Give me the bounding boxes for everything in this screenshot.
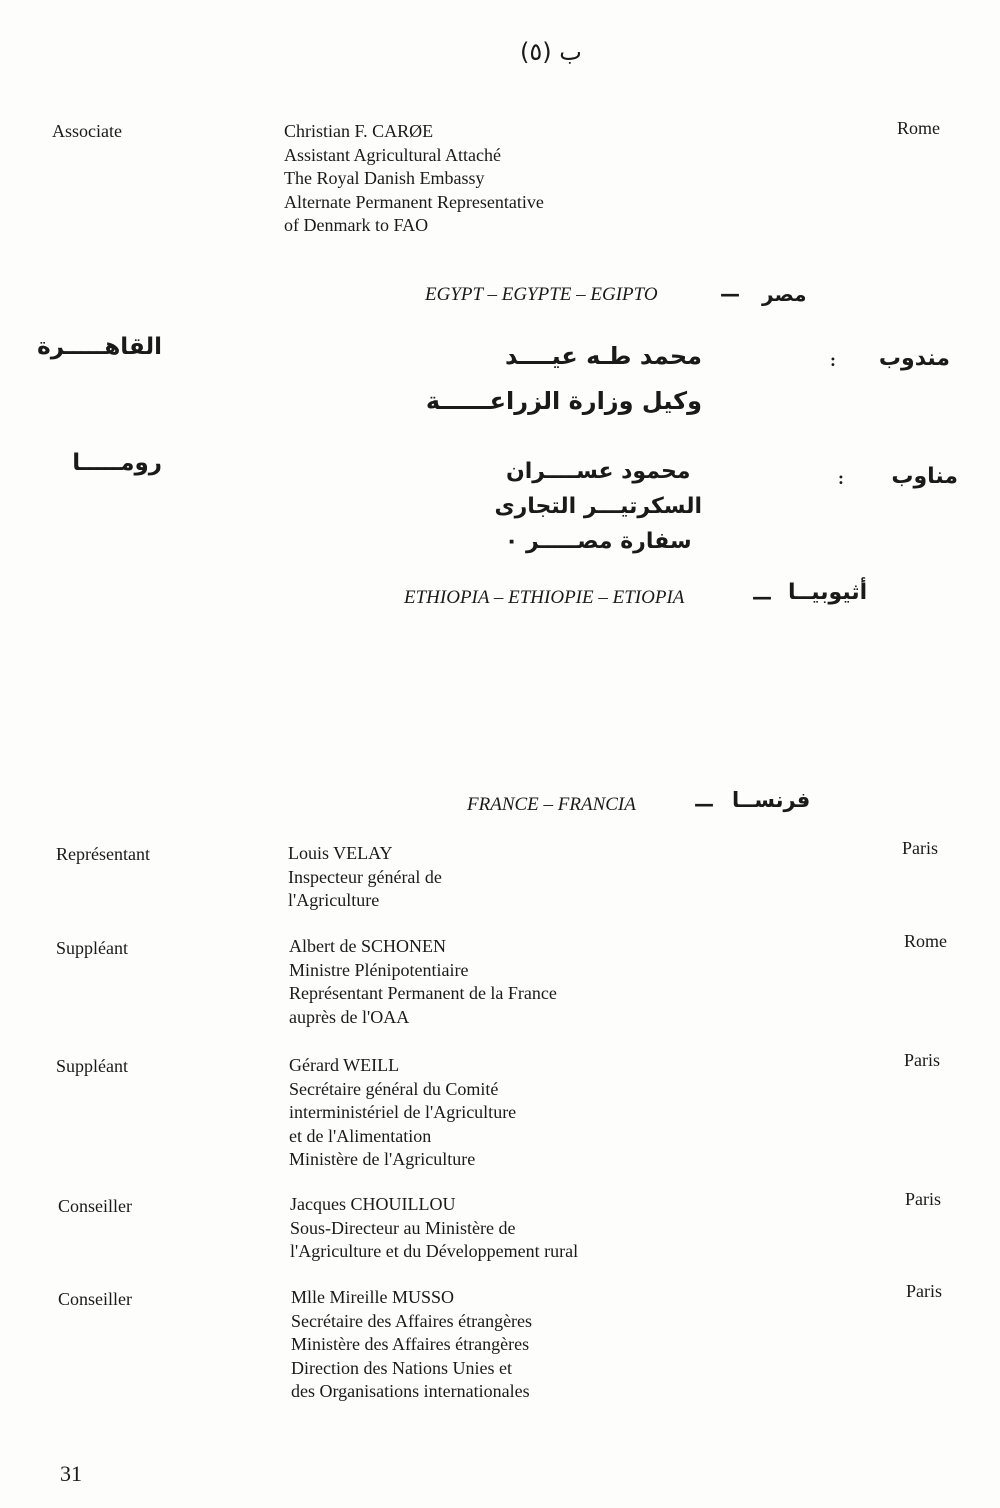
delegate-line: Inspecteur général de bbox=[288, 866, 442, 887]
country-heading-france: FRANCE – FRANCIA bbox=[467, 794, 636, 815]
delegate-details bbox=[284, 120, 544, 238]
city: Paris bbox=[906, 1281, 942, 1301]
heading-dash: — bbox=[694, 792, 714, 816]
delegate-details bbox=[290, 1193, 578, 1264]
delegate-details-arabic bbox=[426, 334, 702, 424]
role-label: Conseiller bbox=[58, 1196, 132, 1216]
city: Paris bbox=[902, 838, 938, 858]
heading-dash: — bbox=[720, 282, 740, 306]
delegate-line: of Denmark to FAO bbox=[284, 215, 429, 235]
delegate-name: Gérard WEILL bbox=[289, 1055, 400, 1075]
role-label: Suppléant bbox=[56, 938, 128, 958]
delegate-line: Sous-Directeur au Ministère de bbox=[290, 1217, 516, 1238]
country-arabic-name: فرنســا bbox=[732, 788, 811, 812]
city: Rome bbox=[897, 118, 940, 138]
delegate-line: Alternate Permanent Representative bbox=[284, 191, 544, 212]
delegate-line: Représentant Permanent de la France bbox=[289, 983, 557, 1003]
delegate-name: محمود عســــران bbox=[505, 459, 691, 484]
delegate-line: Secrétaire général du Comité bbox=[289, 1078, 499, 1099]
delegate-line: interministériel de l'Agriculture bbox=[289, 1102, 517, 1122]
delegate-details-arabic bbox=[494, 454, 702, 559]
delegate-name: Christian F. CARØE bbox=[284, 121, 434, 141]
delegate-details bbox=[291, 1286, 532, 1404]
delegate-line: Secrétaire des Affaires étrangères bbox=[291, 1310, 533, 1331]
colon: : bbox=[830, 350, 836, 370]
role-label: Représentant bbox=[56, 844, 150, 864]
role-label-arabic: مندوب bbox=[878, 346, 950, 371]
heading-dash: — bbox=[752, 585, 772, 609]
country-heading-ethiopia: ETHIOPIA – ETHIOPIE – ETIOPIA bbox=[404, 587, 685, 608]
delegate-details bbox=[289, 1054, 516, 1172]
page-header: ب (٥) bbox=[520, 38, 582, 66]
country-heading-egypt: EGYPT – EGYPTE – EGIPTO bbox=[425, 284, 658, 305]
delegate-line: Ministère de l'Agriculture bbox=[289, 1149, 476, 1169]
delegate-name: Jacques CHOUILLOU bbox=[290, 1194, 456, 1214]
city: Paris bbox=[904, 1050, 940, 1070]
delegate-name: Albert de SCHONEN bbox=[289, 936, 446, 956]
delegate-line: وكيل وزارة الزراعــــــة bbox=[425, 387, 702, 415]
city: Rome bbox=[904, 931, 947, 951]
delegate-details bbox=[288, 842, 442, 913]
delegate-name: Louis VELAY bbox=[288, 843, 393, 863]
city-arabic: القاهـــــرة bbox=[37, 334, 162, 360]
delegate-line: Ministre Plénipotentiaire bbox=[289, 959, 469, 980]
role-label: Conseiller bbox=[58, 1289, 132, 1309]
delegate-line: سفارة مصـــــر ٠ bbox=[504, 529, 692, 554]
delegate-details bbox=[289, 935, 557, 1029]
delegate-line: et de l'Alimentation bbox=[289, 1125, 432, 1146]
delegate-line: Assistant Agricultural Attaché bbox=[284, 144, 501, 165]
colon: : bbox=[838, 468, 844, 488]
country-arabic-name: مصر bbox=[762, 282, 807, 306]
delegate-line: l'Agriculture et du Développement rural bbox=[290, 1241, 579, 1261]
city: Paris bbox=[905, 1189, 941, 1209]
delegate-line: Direction des Nations Unies et bbox=[291, 1357, 512, 1378]
role-label: Associate bbox=[52, 121, 122, 141]
delegate-line: des Organisations internationales bbox=[291, 1381, 530, 1401]
delegate-line: The Royal Danish Embassy bbox=[284, 168, 485, 188]
delegate-line: السكرتيـــر التجارى bbox=[494, 494, 702, 519]
page-number: 31 bbox=[60, 1461, 82, 1486]
delegate-line: l'Agriculture bbox=[288, 890, 380, 910]
delegate-line: auprès de l'OAA bbox=[289, 1006, 410, 1027]
delegate-line: Ministère des Affaires étrangères bbox=[291, 1334, 530, 1354]
delegate-name: محمد طـه عيــــد bbox=[504, 342, 702, 370]
role-label-arabic: مناوب bbox=[891, 464, 958, 489]
role-label: Suppléant bbox=[56, 1056, 128, 1076]
delegate-name: Mlle Mireille MUSSO bbox=[291, 1287, 455, 1307]
country-arabic-name: أثيوبيــا bbox=[788, 580, 868, 605]
city-arabic: رومـــــا bbox=[72, 450, 162, 476]
